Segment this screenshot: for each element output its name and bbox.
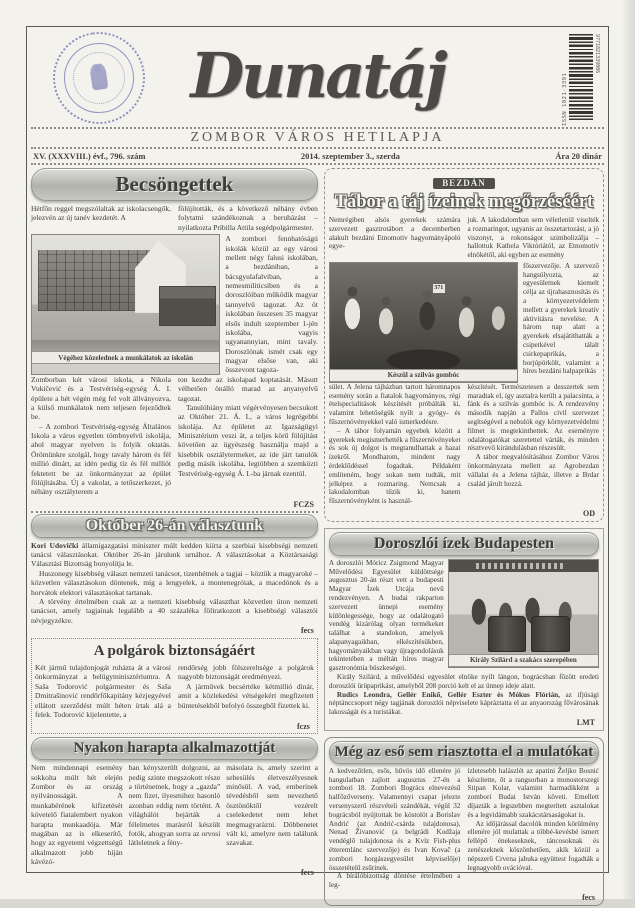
article-tabor [324, 168, 604, 522]
byline: OD [583, 508, 595, 518]
issue-info-row [31, 150, 604, 162]
left-column [31, 168, 318, 908]
person-name: Kori Udovički [31, 540, 79, 550]
byline: LMT [576, 717, 595, 727]
article-headline: Nyakon harapta alkalmazottját [31, 737, 318, 760]
masthead [31, 30, 604, 126]
article-eso [324, 737, 604, 906]
issue-price: Ára 20 dinár [555, 151, 602, 161]
article-nyakon [31, 737, 318, 877]
photo-caption: Király Szilárd a szakács szerepében [449, 654, 598, 667]
article-body [35, 663, 314, 719]
divider [31, 147, 604, 149]
newspaper-logo: Dunatáj [190, 39, 445, 112]
article-intro [329, 216, 599, 260]
paragraph: ton kezdte az iskolapad koptatását. Másutt vélhetően önálló marad az anyanyelvű tagozat. [177, 374, 318, 403]
stall-banner [476, 563, 566, 570]
issn-barcode [562, 34, 602, 126]
issue-date: 2014. szeptember 3., szerda [300, 151, 400, 161]
market-photo [448, 559, 599, 668]
side-column-text: főszervezője. A szervező hangsúlyozta, az egyesületnek kiemelt célja az újrahasznosítás és a környezetvédelem mellett a gyerekek kreatív aktivitásra nevelése. A három nap alatt a gyerekek elsajátíthatták a csipetkével tálalt csirkepaprikás, a borjúpörkölt, valamint a híres bezdáni halpaprikás [522, 261, 599, 376]
article-becsongettek [31, 168, 318, 509]
photo-caption: Végéhez közelednek a munkálatok az iskolán [32, 351, 219, 364]
intro-column-1: Hétfőn reggel megszólaltak az iskolacsengők, jelezvén az új tanév kezdetét. A [31, 204, 171, 223]
paragraph: Tanulóhiány miatt végérvényesen becsukott az Október 21. Á. I., a város legrégebbi iskolája. Az épületet az Igazságügyi Minisztérium veszi át, a teljes körű fölújítást követően az ügyészség használja majd a kisebbik osztálytermeket, az ide járt tanulók pedig másik iskolába, legtöbben a szemközti Testvériség-egység Á. I.-ba járnak ezentúl. [177, 402, 318, 478]
paragraph: A törvény értelmében csak az a nemzeti kisebbség választhat közvetlen úton nemzeti tanácsot, amely tagjainak legalább a 40 százaléka föliratkozott a kisebbségi választói névjegyzékre. [31, 596, 318, 625]
paragraph-text: államigazgatási miniszter múlt kedden kiírta a szerbiai kisebbségi nemzeti tanácsi választásokat. Október 26-án járulunk urnához. A választásokat a Köztársasági Választási Bizottság bonyolítja le. [31, 540, 318, 569]
article-doroszloi [324, 528, 604, 731]
paragraph: sület. A Jelena tájházban tartott háromnapos esemény során a fiatalok hagyományos, régi ételspecialitások készítését próbálták ki, valamint lehetőségük nyílt a gyógy- és fűszernövényekkel való ismerkedésre. [328, 382, 461, 427]
article-headline: A polgárok biztonságáért [93, 643, 256, 659]
photo-with-sidetext [31, 234, 318, 375]
article-body [329, 767, 599, 890]
issn-number: ISSN 1821-3391 [562, 72, 568, 126]
article-polgarok [31, 638, 318, 734]
article-body [329, 383, 599, 506]
paragraph: Király Szilárd, a művelődési egyesület elnöke nyílt lángon, bográcsban főzött eredeti doroszlói ürüpaprikást, amelyből 208 porció kelt el az ünnep ideje alatt. [328, 673, 599, 690]
intro-column-1: Nemrégiben alsós gyerekek számára szervezett gasztrotábort a decemberben alakult bezdáni Etnomotiv hagyományápoló egye- [328, 216, 461, 251]
paragraph: készítését. Természetesen a desszertek sem maradtak el, így asztalra került a palacsinta, a fánk és a szilvás gombóc is. A rendezvény második napján a Pallos civil szervezet segítségével a nebulók egy környezetvédelmi filmet is megtekinthettek. Az eseményre odalátogatókat szeretettel várták, és minden résztvevő kirándulásban részesült. [467, 382, 599, 453]
side-column-text: A zombori fennhatóságú iskolák közül az egy városi mellett négy falusi iskolában, a bezdániban, a bácsgyulafalviban, a nemesmiliticsiben és a doroszlóiban működik magyar tannyelvű tagozat. Az öt iskolában összesen 35 magyar elsős indult szeptember 1-jén iskolába, vagyis ugyanannyian, mint tavaly. Doroszlónak ismét csak egy magyar elsőse van, aki összevont tagoza- [225, 234, 318, 375]
page-frame [26, 26, 609, 902]
byline: fecs [582, 892, 595, 902]
article-headline: Még az eső sem riasztotta el a mulatókat [329, 741, 599, 764]
article-valasztunk [31, 514, 318, 635]
ground-shadow [32, 340, 219, 352]
paragraph: A kedvezőtlen, esős, hűvös idő ellenére jó hangulatban zajlott augusztus 27-én a zombori 18. Zombori Bogrács elnevezésű halfőzőverseny. Valamennyi csapat jelezte versenyszerű részvételi szándékát, végül 32 bográcsból nyújtottak be kóstolót a Borislav Andrić (az Andrić-csárda tulajdonosa), Nenad Živanović (a belgrádi Kodžaja vendéglő tulajdonosa és a Kvíz Fish-plus étteremlánc szervezője) és Ivan Kovač (a zombori horgászegyesület képviselője) összetételű zsűrinek. [328, 766, 461, 872]
person-names: Rudics Leondra, Gellér Enikő, Gellér Eszter és Mókus Flórián, [336, 690, 560, 699]
shirt-number: 371 [434, 285, 444, 292]
photo-caption: Készül a szilvás gombóc [330, 369, 517, 382]
photo-with-sidetext [329, 262, 599, 383]
body-column-1: Két jármű tulajdonjogát ruházta át a városi önkormányzat a belügyminisztériumra. A Saša Todorović polgármester és Saša Dmitrašinović rendőrfőkapitány kézjegyével ellátott szerződést múlt héten írtak alá a felek. Todorović kijelentette, a [35, 663, 171, 719]
paragraph: Zomborban két városi iskola, a Nikola Vukičević és a Testvériség-egység Á. I. épülete a hét végén még fel volt állványozva, a külső munkálatok nem teljesen fejeződtek be. [31, 374, 171, 422]
intro-column-2: juk. A lakodalomban sem véletlenül viselték a rozmaringot, ugyanis az összetartozást, a jó viszonyt, a rokonságot szimbolizálja – hallottuk Kathela Viktóriától, az Etnomotiv elnökétől, aki egyben az esemény [467, 216, 599, 260]
body-column-2 [467, 767, 599, 890]
school-photo [31, 234, 220, 375]
article-body [31, 375, 318, 497]
kicker-row [329, 173, 599, 191]
paragraph [329, 691, 599, 717]
page-content [31, 168, 604, 908]
article-body [329, 559, 599, 717]
article-body [31, 763, 318, 866]
paragraph: – A zombori Testvériség-egység Általános Iskola a város egyetlen tömbnyelvű iskolája, ahol magyar nyelven is folyik oktatás. Örömünkre szolgál, hogy tavaly három és fél millió dinárt, az idén pedig tíz és fél milliót fektetett be az önkormányzat az épület fölújításába. Új a vakolat, a tetőszerkezet, jó néhány osztályterem a [31, 421, 171, 497]
divider [31, 163, 604, 165]
paragraph: rendőrség jobb fölszereltsége a polgárok nagyobb biztonságát eredményezi. [177, 663, 314, 682]
paragraph: Az időjárással dacolók minden körülmény ellenére jól mulattak a többé-kevésbé ismert fellépő énekeseknek, táncosoknak és zenészeknek köszönhetően, akik közül a népszerű Crvena jabuka együttest fogadták a legnagyobb ovációval. [467, 819, 599, 872]
body-column-1: Nem mindennapi esemény sokkolta múlt hét elején Zombor és az ország nyilvánosságát. A munkabérének kifizetését követelő fiatalembert nyakon harapta munkaadója. Már magában az is elkeserítő, hogy az egyetemi végzettségű alkalmazott jobb híján kávézó- [31, 763, 123, 866]
byline: fecs [301, 626, 314, 635]
newspaper-subtitle: ZOMBOR VÁROS HETILAPJA [190, 130, 445, 145]
paragraph [31, 541, 318, 569]
paragraph: Huszonegy kisebbség választ nemzeti tanácsot, tizenhétnek a tagjai – köztük a magyaroké – közvetlen választásokon döntenek, míg a lengyelek, a montenegróiak, a macedónok és a horvátok elektori választásokat tartanak. [31, 568, 318, 597]
byline: fecs [301, 868, 314, 878]
body-column-1 [329, 383, 461, 506]
article-headline: Becsöngettek [31, 168, 318, 201]
barcode-bars-icon [569, 34, 593, 120]
truck [159, 286, 215, 325]
article-headline: Tábor a táj ízeinek megőrzéséért [334, 192, 594, 212]
school-photo-image [32, 235, 219, 351]
cooking-kettle [488, 616, 527, 652]
body-column-3: másolata is, amely szerint a sebesülés életveszélyesnek minősül. A vad, emberinek tévedésből sem nevezhető ösztönöktől vezérelt cselekedetet nem lehet megmagyarázni. Döbbenetet vált ki, amelyre nem találunk szavakat. [226, 763, 318, 848]
paragraph: A járművek becsértéke kétmillió dinár, amit a közlekedési vétségekért megfizetett büntetésekből befolyó összegből fizettek ki. [177, 681, 314, 710]
right-column [324, 168, 604, 908]
paragraph: A bírálóbizottság döntése értelmében a leg- [328, 872, 461, 890]
intro-column-2: fölújították, és a következő néhány évben folytatni szándékoznak a beruházást – nyilatkozta Pribilla Attila segédpolgármester. [177, 204, 318, 232]
barcode-digits: 9771821339006 [594, 34, 600, 74]
camp-photo-image [330, 263, 517, 369]
paragraph: – A tábor folyamán egyebek között a gyerekek megismerhették a fűszernövényeket és sok új dolgot is megtanulhattak a hazai ízekről. Mondhatom, mindent nagy érdeklődéssel fogadtak. Példaként említeném, hogy sokan nem tudták, mit jelképez a rozmaring. Nemcsak a lakodalomban tűzik ki, hanem fűszernövényként is használ- [328, 426, 461, 506]
location-kicker: BEZDÁN [433, 178, 495, 189]
byline: FCZS [293, 499, 314, 509]
cooking-kettle [531, 616, 570, 652]
body-column-2 [467, 383, 599, 506]
body-column-1 [31, 375, 171, 497]
paragraph: ízletesebb halászlét az apatini Željko Bosnić készítette, őt a rangsorban a monostorszegi Stipan Kolar, valamint harmadikként a zombori Budai István követi. Emellett díjazták a legszebben megterített asztalokat és a legvidámabb szakácstársaságokat is. [467, 766, 599, 819]
divider [31, 127, 604, 129]
byline: fczs [297, 722, 310, 732]
body-column-2 [178, 375, 318, 497]
paragraph-text: az ifjúsági néptánccsoport négy tagjának doroszlói népviselete kápráztatta el az anyaország fővárosának lakosságát és a turistákat. [328, 690, 599, 717]
paragraph: A doroszlói Móricz Zsigmond Magyar Művelődési Egyesület küldöttsége augusztus 20-án részt vett a budapesti Magyar Ízek Utcája nevű rendezvényen. A budai rakparton szervezett ünnepi esemény különlegessége, hogy az odalátogató vendég kizárólag olyan termékeket találhat a standokon, amelyek alapanyagaikban, elkészítésükben, hagyományaikban vagy újragondolásuk tekintetében a méltán híres magyar gasztronómia büszkeségei. [328, 558, 444, 673]
camp-photo [329, 262, 518, 383]
divider [31, 511, 318, 513]
article-headline: Október 26-án választunk [31, 514, 318, 538]
scaffolded-building [38, 250, 150, 310]
article-headline: Doroszlói ízek Budapesten [329, 532, 599, 556]
body-column-2 [178, 663, 314, 719]
paragraph: A tábor megvalósításához Zombor Város önkormányzata mellett az Agrobezdan vállalat és a Jelena tájház, illetve a Brdar család járult hozzá. [467, 453, 599, 488]
body-column-1 [329, 767, 461, 890]
ink-stamp-ring [70, 49, 129, 108]
article-intro [31, 204, 318, 232]
issue-number: XV. (XXXVIII.) évf., 796. szám [33, 151, 146, 161]
body-column-2: ban kényszerült dolgozni, az pedig szinte megszokott része a történetnek, hogy a „gazda” nem fizet, ilyesmihez hasonló azonban eddig nem történt. A világhálót bejárták a félelmetes marásról készült fotók, ahogyan sorra az orvosi látleletnek a fény- [128, 763, 221, 848]
market-photo-image [449, 560, 598, 654]
